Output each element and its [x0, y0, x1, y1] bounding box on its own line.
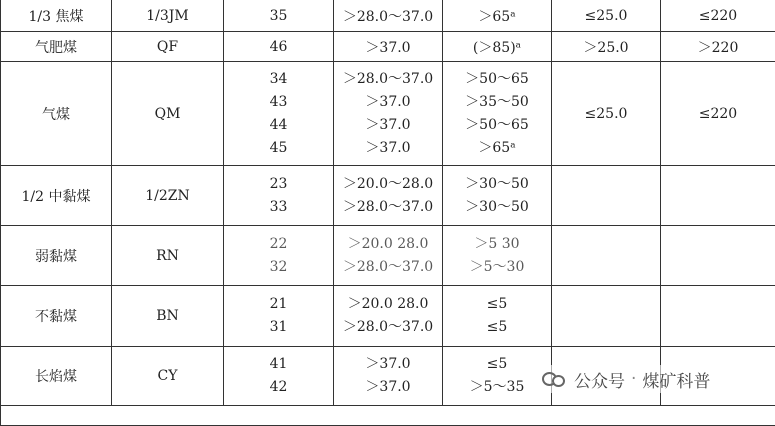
volatile-value: ＞28.0～37.0 — [343, 199, 433, 216]
coal-number: 33 — [270, 199, 288, 216]
coal-number: 45 — [270, 140, 288, 157]
caking-index-cell — [443, 62, 552, 166]
coal-name-cell: 气肥煤 — [1, 32, 112, 62]
caking-index-value: ≤5 — [487, 319, 508, 336]
caking-index-value: ＞30～50 — [465, 199, 529, 216]
caking-index-value: ＞35～50 — [465, 94, 529, 111]
wechat-logo-icon — [542, 370, 568, 388]
caking-index-value: ＞50～65 — [465, 117, 529, 134]
coal-number-cell — [224, 166, 334, 226]
caking-index-cell — [443, 286, 552, 347]
coal-code-cell: QM — [112, 62, 224, 166]
caking-index-value: ＞5～35 — [470, 379, 525, 396]
caking-index-value: ＞5 30 — [474, 236, 519, 253]
y-value-cell: ＞25.0 — [552, 32, 661, 62]
coal-code-cell: CY — [112, 347, 224, 406]
volatile-cell — [334, 62, 443, 166]
volatile-value: ＞28.0～37.0 — [343, 71, 433, 88]
volatile-value: ＞20.0～28.0 — [343, 176, 433, 193]
caking-index-value: ＞5～30 — [470, 259, 525, 276]
coal-name-cell: 1/2 中黏煤 — [1, 166, 112, 226]
volatile-value: ＞20.0 28.0 — [348, 236, 429, 253]
y-value-cell — [552, 166, 661, 226]
table-row — [1, 32, 775, 62]
volatile-value: ＞37.0 — [365, 356, 410, 373]
table-row — [1, 62, 775, 166]
coal-name-cell: 不黏煤 — [1, 286, 112, 347]
table-row — [1, 226, 775, 286]
b-value-cell: ≤220 — [661, 0, 775, 32]
volatile-cell — [334, 166, 443, 226]
caking-index-cell: ＞65ᵃ — [443, 0, 552, 32]
volatile-value: ＞28.0～37.0 — [343, 319, 433, 336]
caking-index-value: ＞65ᵃ — [478, 140, 515, 157]
caking-index-value: ≤5 — [487, 356, 508, 373]
volatile-cell: ＞28.0～37.0 — [334, 0, 443, 32]
volatile-value: ＞37.0 — [365, 117, 410, 134]
coal-number-cell — [224, 347, 334, 406]
coal-code-cell: 1/3JM — [112, 0, 224, 32]
caking-index-cell — [443, 347, 552, 406]
coal-number: 22 — [270, 236, 288, 253]
caking-index-cell — [443, 166, 552, 226]
volatile-cell — [334, 347, 443, 406]
coal-number: 31 — [270, 319, 288, 336]
coal-code-cell: 1/2ZN — [112, 166, 224, 226]
coal-number: 42 — [270, 379, 288, 396]
coal-number-cell: 46 — [224, 32, 334, 62]
volatile-value: ＞20.0 28.0 — [348, 296, 429, 313]
watermark — [542, 365, 710, 393]
watermark-account-label: 公众号 — [574, 367, 625, 392]
volatile-cell — [334, 226, 443, 286]
y-value-cell: ≤25.0 — [552, 62, 661, 166]
coal-number: 34 — [270, 71, 288, 88]
coal-name-cell: 气煤 — [1, 62, 112, 166]
coal-number-cell — [224, 62, 334, 166]
coal-number: 23 — [270, 176, 288, 193]
table-row — [1, 166, 775, 226]
coal-code-cell: QF — [112, 32, 224, 62]
coal-number: 21 — [270, 296, 288, 313]
table-row — [1, 286, 775, 347]
coal-number: 44 — [270, 117, 288, 134]
coal-name-cell: 1/3 焦煤 — [1, 0, 112, 32]
caking-index-cell — [443, 226, 552, 286]
coal-number-cell — [224, 286, 334, 347]
coal-number-cell — [224, 226, 334, 286]
b-value-cell: ≤220 — [661, 62, 775, 166]
coal-code-cell: RN — [112, 226, 224, 286]
b-value-cell: ＞220 — [661, 32, 775, 62]
watermark-name: 煤矿科普 — [642, 367, 710, 392]
coal-name-cell: 长焰煤 — [1, 347, 112, 406]
caking-index-value: ＞30～50 — [465, 176, 529, 193]
b-value-cell — [661, 226, 775, 286]
volatile-value: ＞37.0 — [365, 140, 410, 157]
watermark-separator: · — [631, 369, 636, 389]
y-value-cell — [552, 286, 661, 347]
y-value-cell: ≤25.0 — [552, 0, 661, 32]
coal-name-cell: 弱黏煤 — [1, 226, 112, 286]
caking-index-value: ＞50～65 — [465, 71, 529, 88]
table-row — [1, 0, 775, 32]
coal-code-cell: BN — [112, 286, 224, 347]
caking-index-cell: (＞85)ᵃ — [443, 32, 552, 62]
y-value-cell — [552, 226, 661, 286]
coal-number-cell: 35 — [224, 0, 334, 32]
coal-number: 32 — [270, 259, 288, 276]
b-value-cell — [661, 166, 775, 226]
coal-number: 41 — [270, 356, 288, 373]
volatile-cell: ＞37.0 — [334, 32, 443, 62]
caking-index-value: ≤5 — [487, 296, 508, 313]
b-value-cell — [661, 286, 775, 347]
coal-number: 43 — [270, 94, 288, 111]
volatile-value: ＞37.0 — [365, 379, 410, 396]
volatile-cell — [334, 286, 443, 347]
volatile-value: ＞28.0～37.0 — [343, 259, 433, 276]
volatile-value: ＞37.0 — [365, 94, 410, 111]
